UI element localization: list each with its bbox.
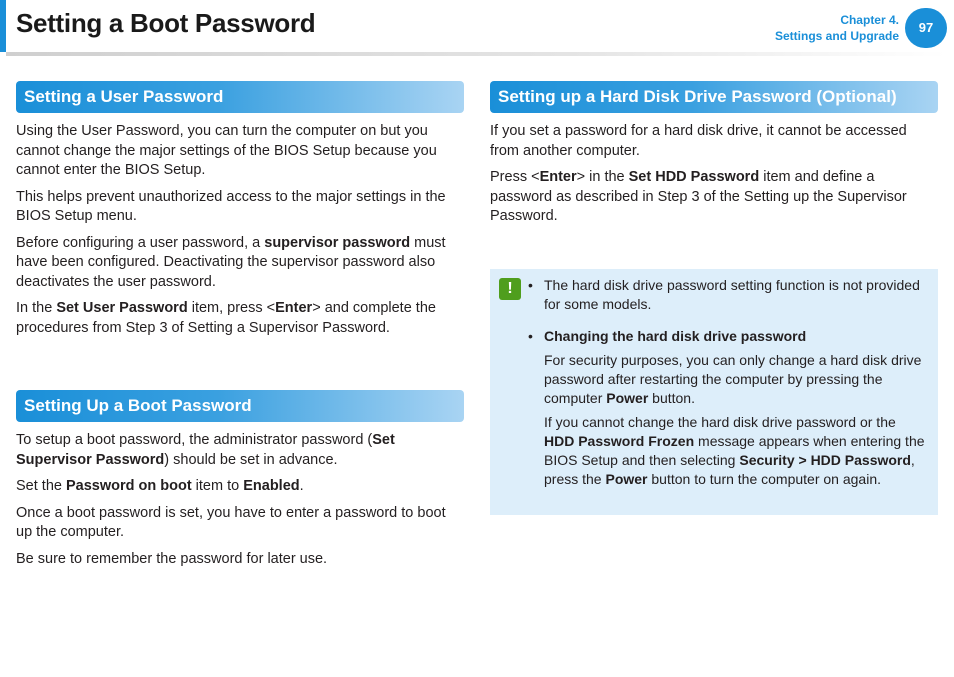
text-run: ) should be set in advance. <box>164 451 338 468</box>
bold-term: HDD Password Frozen <box>544 433 695 449</box>
text-run: message appears when entering the BIOS Setup and then selecting <box>544 433 925 468</box>
text-run: To setup a boot password, the administrator password ( <box>16 432 373 448</box>
bold-term: Set User Password <box>56 300 188 316</box>
bullet: • <box>528 277 533 293</box>
boot-password-paragraph-2 <box>16 477 464 497</box>
header-accent-bar <box>0 0 6 52</box>
note-item-2-content <box>544 327 928 489</box>
title-divider <box>6 52 946 56</box>
text-run: item, press < <box>187 300 276 316</box>
text-run: In the <box>16 300 57 316</box>
chapter-label <box>775 12 899 44</box>
page-number-badge: 97 <box>905 8 947 48</box>
user-password-paragraph-3 <box>16 234 464 293</box>
user-password-paragraph-1: Using the User Password, you can turn the computer on but you cannot change the major settings of the BIOS Setup because you cannot enter the BIOS Setup. <box>16 123 437 178</box>
bold-term: Security > HDD Password <box>739 452 911 468</box>
bullet: • <box>528 328 533 344</box>
text-run: > in the <box>576 169 629 185</box>
hdd-password-paragraph-1: If you set a password for a hard disk drive, it cannot be accessed from another computer. <box>490 123 907 159</box>
text-run: If you cannot change the hard disk drive password or the <box>544 414 896 430</box>
user-password-paragraph-2: This helps prevent unauthorized access to the major settings in the BIOS Setup menu. <box>16 188 446 224</box>
exclamation-icon: ! <box>499 278 521 300</box>
note-item-2-title: Changing the hard disk drive password <box>544 328 807 344</box>
bold-term: Power <box>605 471 648 487</box>
text-run: button to turn the computer on again. <box>647 471 881 487</box>
note-item-2 <box>528 327 928 489</box>
text-run: Press < <box>490 169 540 185</box>
chapter-title: Settings and Upgrade <box>774 29 899 43</box>
chapter-number: Chapter 4. <box>840 13 899 27</box>
text-run: , press the <box>544 452 915 487</box>
user-password-paragraph-4 <box>16 299 464 338</box>
text-run: button. <box>648 390 695 406</box>
bold-key: Enter <box>275 300 313 316</box>
text-run: > and complete the procedures from Step 3 of Setting a Supervisor Password. <box>16 300 436 336</box>
section-heading-hdd-password: Setting up a Hard Disk Drive Password (Optional) <box>490 81 938 113</box>
section-heading-user-password: Setting a User Password <box>16 81 464 113</box>
note-item-2-paragraph-1 <box>544 351 928 408</box>
text-run: item to <box>191 478 244 494</box>
boot-password-paragraph-1 <box>16 431 464 470</box>
left-column <box>16 81 464 569</box>
page-title: Setting a Boot Password <box>16 8 316 38</box>
bold-term: supervisor password <box>264 234 411 251</box>
text-run: Before configuring a user password, a <box>16 234 265 251</box>
text-run: must have been configured. Deactivating the supervisor password also deactivates the user password. <box>16 234 446 290</box>
bold-term: Enabled <box>243 478 300 494</box>
bold-term: Power <box>606 390 649 406</box>
text-run: . <box>299 478 304 494</box>
text-run: item and define a password as described in Step 3 of the Setting up the Supervisor Password. <box>490 169 907 224</box>
section-heading-boot-password: Setting Up a Boot Password <box>16 390 464 422</box>
note-box <box>490 269 938 515</box>
note-item-1 <box>528 276 928 314</box>
bold-term: Password on boot <box>65 478 192 494</box>
note-item-1-text: The hard disk drive password setting function is not provided for some models. <box>544 277 920 312</box>
note-item-2-paragraph-2 <box>544 413 928 489</box>
bold-term: Set Supervisor Password <box>16 432 395 468</box>
bold-key: Enter <box>539 169 577 185</box>
boot-password-paragraph-3: Once a boot password is set, you have to enter a password to boot up the computer. <box>16 504 446 540</box>
hdd-password-paragraph-2 <box>490 168 938 227</box>
text-run: Set the <box>16 478 66 494</box>
right-column <box>490 81 938 227</box>
text-run: For security purposes, you can only change a hard disk drive password after restarting the computer by pressing the computer <box>544 352 922 406</box>
boot-password-paragraph-4: Be sure to remember the password for later use. <box>16 550 328 567</box>
bold-term: Set HDD Password <box>628 169 760 185</box>
